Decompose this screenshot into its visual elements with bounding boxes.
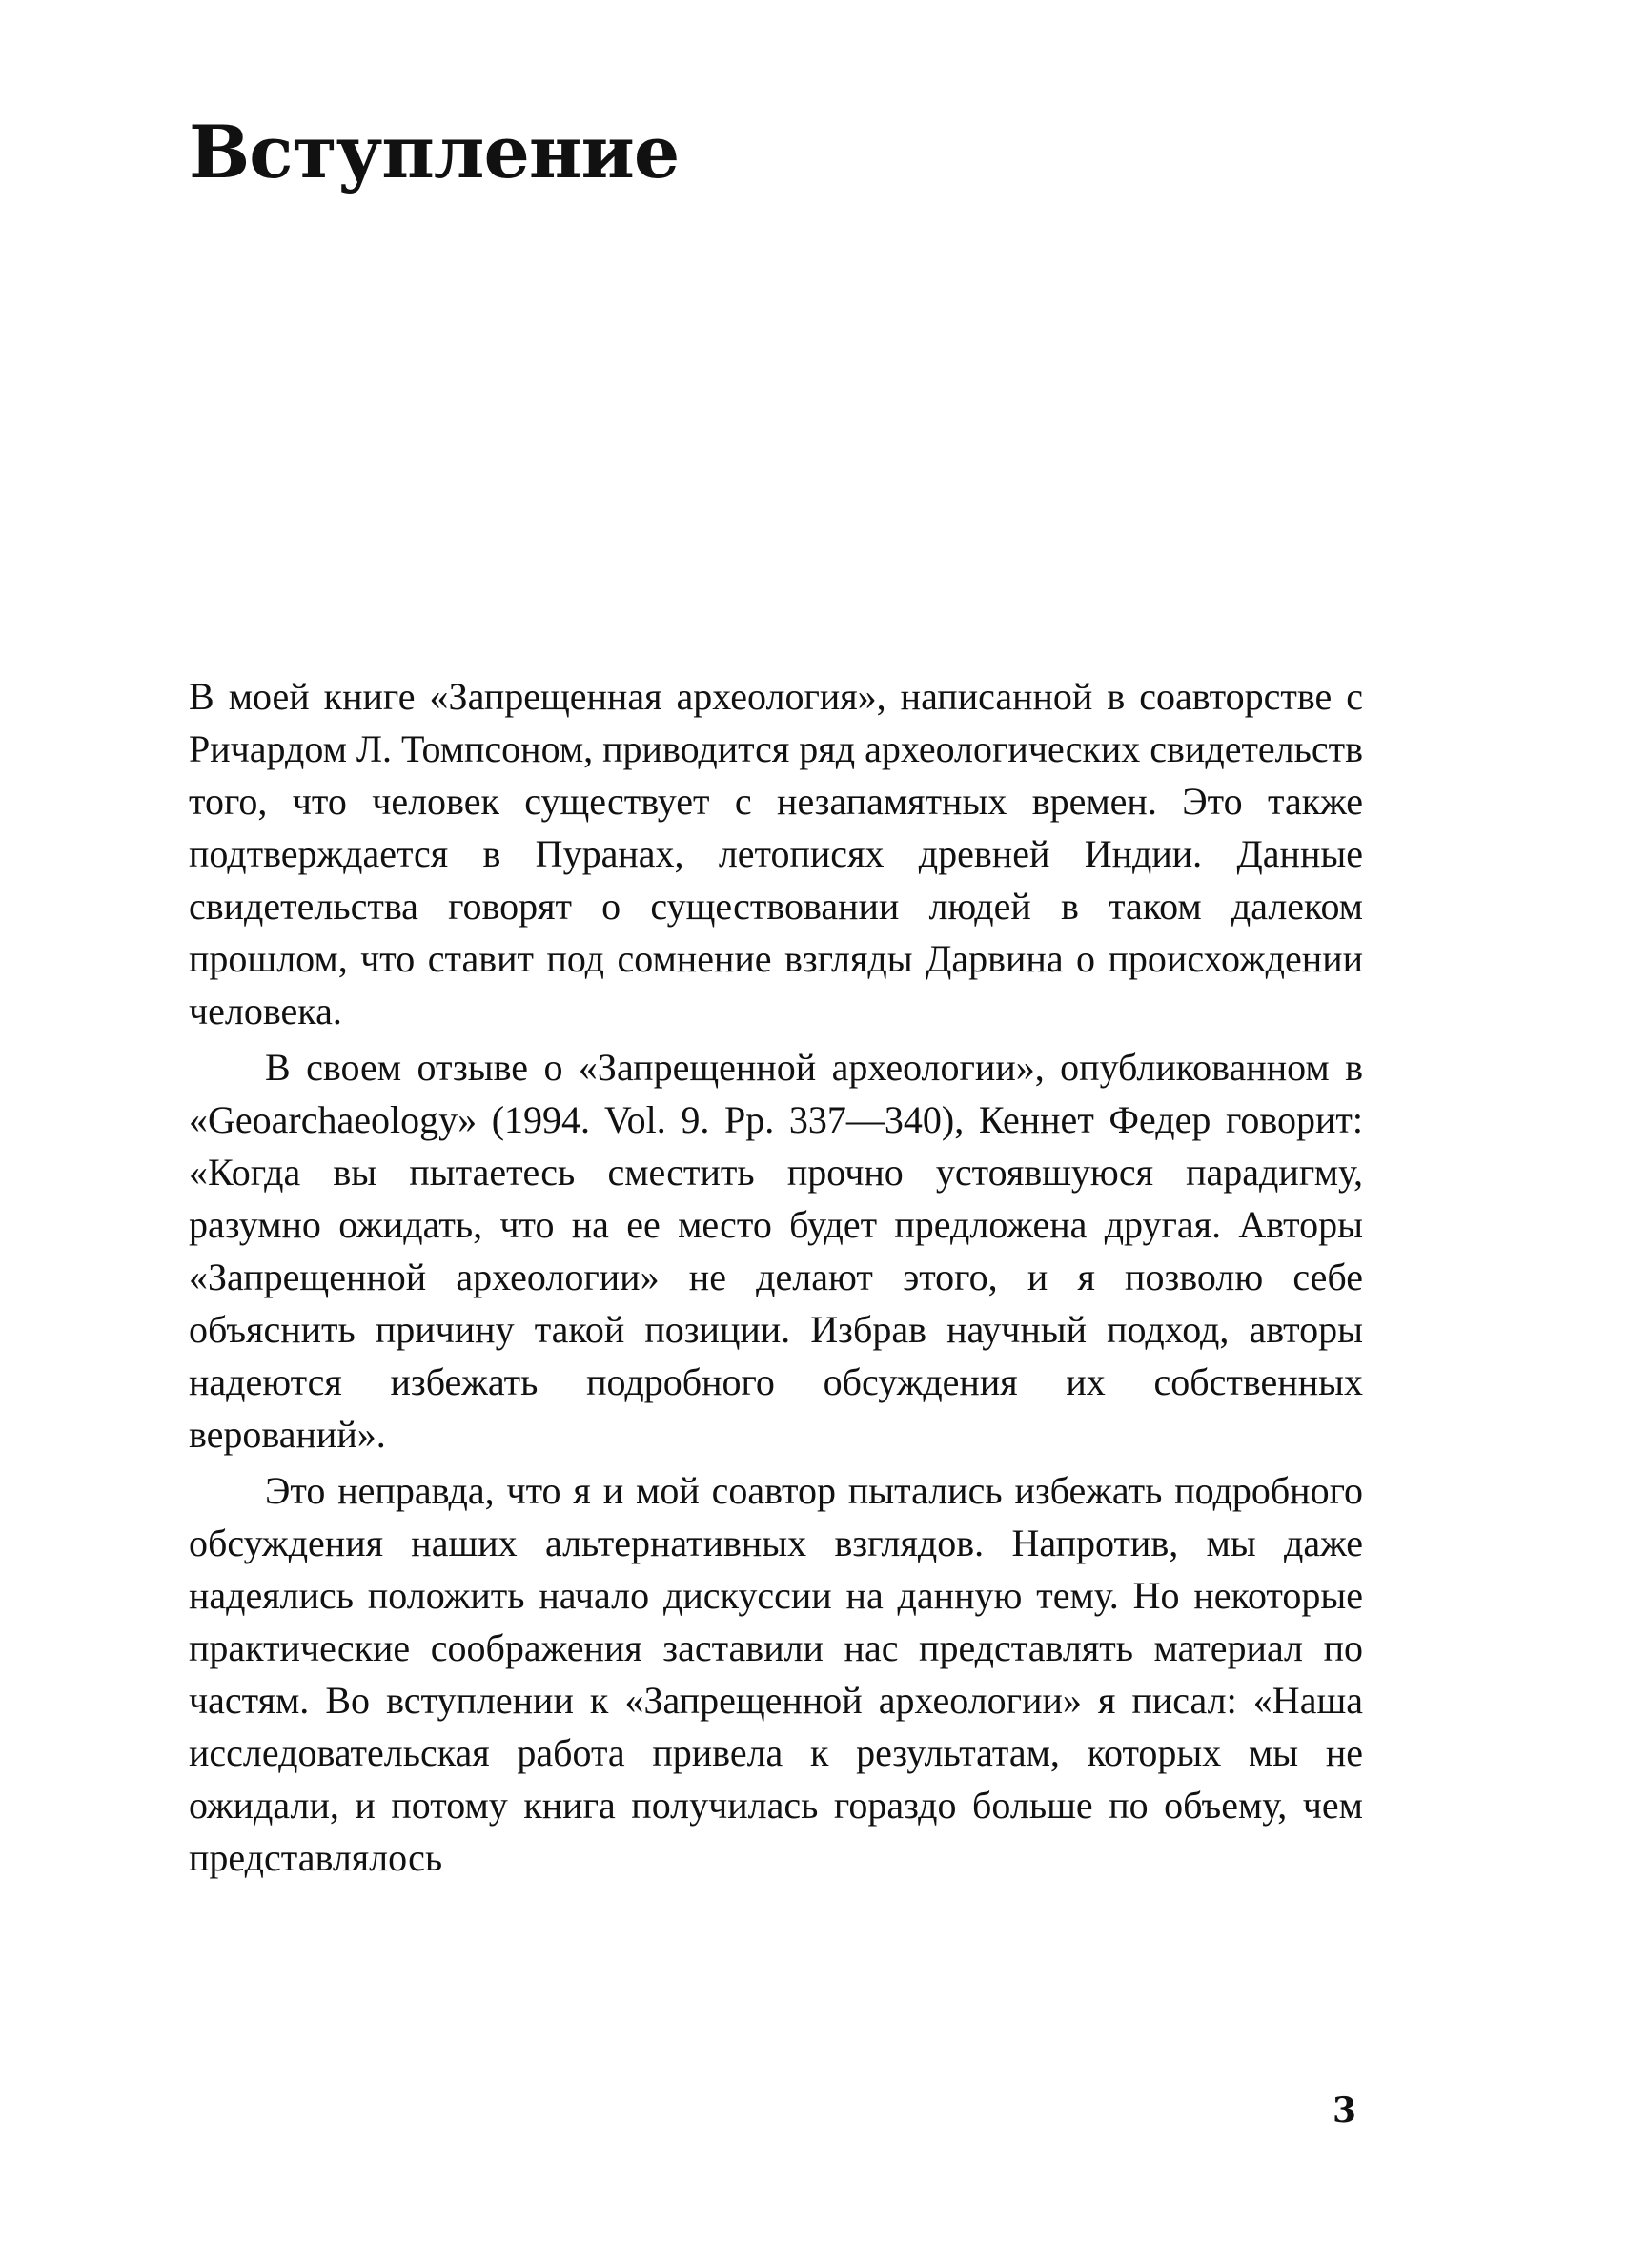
paragraph-2: В своем отзыве о «Запрещенной археологии», опубликованном в «Geoarchaeology» (1994. Vol. 9. Pp. 337—340), Кеннет Федер говорит: «Когда вы пытаетесь сместить прочно устоявшуюся парадигму, разумно ожидать, что на ее место будет предложена другая. Авторы «Запрещенной археологии» не делают этого, и я позволю себе объяснить причину такой позиции. Избрав научный подход, авторы надеются избежать подробного обсуждения их собственных верований». <box>189 1046 1363 1456</box>
body-text <box>189 670 1363 1884</box>
page-number: 3 <box>1333 2091 1357 2131</box>
paragraph-1: В моей книге «Запрещенная археология», написанной в соавторстве с Ричардом Л. Томпсоном, приводится ряд археологических свидетельств того, что человек существует с незапамятных времен. Это также подтверждается в Пуранах, летописях древней Индии. Данные свидетельства говорят о существовании людей в таком далеком прошлом, что ставит под сомнение взгляды Дарвина о происхождении человека. <box>189 675 1363 1032</box>
paragraph-3: Это неправда, что я и мой соавтор пытались избежать подробного обсуждения наших альтернативных взглядов. Напротив, мы даже надеялись положить начало дискуссии на данную тему. Но некоторые практические соображения заставили нас представлять материал по частям. Во вступлении к «Запрещенной археологии» я писал: «Наша исследовательская работа привела к результатам, которых мы не ожидали, и потому книга получилась гораздо больше по объему, чем представлялось <box>189 1469 1363 1879</box>
chapter-title: Вступление <box>189 110 680 194</box>
